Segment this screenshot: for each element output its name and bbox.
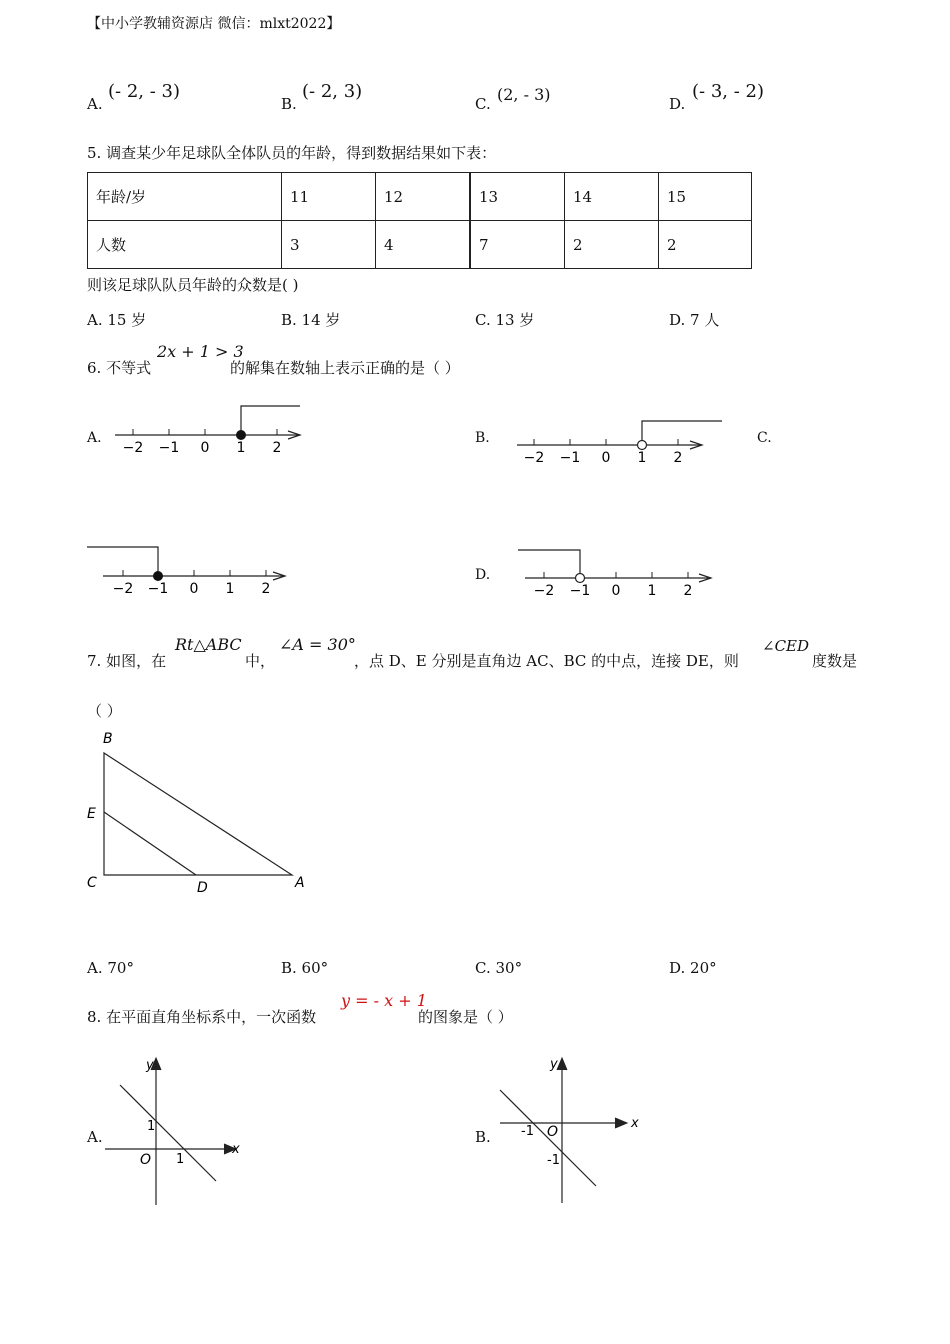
q7-stem-part3: ，点 D、E 分别是直角边 AC、BC 的中点，连接 DE，则 — [354, 652, 739, 670]
header-watermark: 【中小学教辅资源店 微信：mlxt2022】 — [87, 16, 341, 32]
tick-label: −2 — [112, 581, 134, 597]
q7-angle-ced: ∠CED — [762, 637, 810, 655]
q5-option-b: B. 14 岁 — [281, 311, 341, 329]
table-cell: 人数 — [88, 221, 282, 269]
q4-option-b-math: (- 2, 3) — [302, 81, 363, 102]
x-intercept-label: 1 — [176, 1152, 185, 1167]
q4-option-a-math: (- 2, - 3) — [108, 81, 180, 102]
point-d-label: D — [197, 880, 208, 896]
tick-label: 1 — [647, 583, 657, 599]
table-cell: 15 — [659, 173, 752, 221]
q7-option-b: B. 60° — [281, 959, 329, 977]
number-line-d — [515, 540, 725, 600]
q6-inequality: 2x + 1 > 3 — [157, 342, 244, 361]
tick-label: 0 — [200, 440, 210, 456]
tick-label: 1 — [225, 581, 235, 597]
q7-stem-part4: 度数是 — [812, 652, 858, 670]
number-line-a — [110, 400, 310, 460]
tick-label: −2 — [533, 583, 555, 599]
q8-stem-part1: 8. 在平面直角坐标系中，一次函数 — [87, 1008, 317, 1026]
table-cell: 7 — [470, 221, 565, 269]
tick-label: −2 — [523, 450, 545, 466]
q6-stem-suffix: 的解集在数轴上表示正确的是（ ） — [230, 359, 460, 377]
q4-option-a-label: A. — [87, 95, 103, 113]
q8-stem-part2: 的图象是（ ） — [418, 1008, 513, 1026]
table-cell: 3 — [282, 221, 376, 269]
x-axis-label: x — [232, 1142, 240, 1157]
q7-stem-part1: 7. 如图，在 — [87, 652, 167, 670]
table-row — [88, 173, 752, 221]
q8-function: y = - x + 1 — [341, 991, 427, 1010]
vertex-c-label: C — [87, 875, 97, 891]
number-line-b — [512, 415, 732, 475]
q8-option-a-label: A. — [87, 1128, 103, 1146]
tick-label: 2 — [673, 450, 683, 466]
y-intercept-label: 1 — [147, 1119, 156, 1134]
table-cell: 12 — [376, 173, 471, 221]
q6-option-c-label: C. — [757, 430, 772, 446]
q4-option-c-label: C. — [475, 95, 491, 113]
y-intercept-label: -1 — [547, 1153, 560, 1168]
y-axis-label: y — [146, 1058, 154, 1073]
q8-option-b-label: B. — [475, 1128, 491, 1146]
q4-option-d-math: (- 3, - 2) — [692, 81, 764, 102]
x-axis-label: x — [631, 1116, 639, 1131]
q6-option-a-label: A. — [87, 430, 102, 446]
table-cell: 14 — [565, 173, 659, 221]
q7-option-a: A. 70° — [87, 959, 134, 977]
q5-option-d: D. 7 人 — [669, 311, 720, 329]
tick-label: 2 — [272, 440, 282, 456]
tick-label: 0 — [611, 583, 621, 599]
tick-label: −1 — [158, 440, 180, 456]
tick-label: −2 — [122, 440, 144, 456]
number-line-c — [85, 540, 295, 600]
q6-stem-prefix: 6. 不等式 — [87, 359, 152, 377]
vertex-b-label: B — [103, 731, 113, 747]
triangle-figure — [80, 725, 320, 900]
table-cell: 13 — [470, 173, 565, 221]
tick-label: 1 — [236, 440, 246, 456]
q7-option-c: C. 30° — [475, 959, 523, 977]
tick-label: −1 — [569, 583, 591, 599]
graph-b — [490, 1050, 650, 1210]
tick-label: −1 — [559, 450, 581, 466]
q5-question: 则该足球队队员年龄的众数是( ) — [87, 276, 299, 294]
q6-option-b-label: B. — [475, 430, 490, 446]
y-axis-label: y — [550, 1057, 558, 1072]
tick-label: 2 — [261, 581, 271, 597]
age-table — [87, 172, 752, 269]
q5-stem: 5. 调查某少年足球队全体队员的年龄，得到数据结果如下表： — [87, 144, 497, 162]
table-cell: 2 — [565, 221, 659, 269]
vertex-a-label: A — [295, 875, 305, 891]
table-cell: 年龄/岁 — [88, 173, 282, 221]
table-cell: 2 — [659, 221, 752, 269]
origin-label: O — [547, 1124, 559, 1140]
tick-label: −1 — [147, 581, 169, 597]
tick-label: 0 — [189, 581, 199, 597]
origin-label: O — [140, 1152, 152, 1168]
q4-option-b-label: B. — [281, 95, 297, 113]
table-cell: 4 — [376, 221, 471, 269]
q6-option-d-label: D. — [475, 567, 491, 583]
graph-a — [100, 1050, 250, 1215]
point-e-label: E — [87, 806, 96, 822]
q7-option-d: D. 20° — [669, 959, 717, 977]
tick-label: 2 — [683, 583, 693, 599]
q7-answer-paren: （ ） — [87, 702, 122, 720]
table-cell: 11 — [282, 173, 376, 221]
q7-triangle: Rt△ABC — [175, 635, 242, 654]
q4-option-d-label: D. — [669, 95, 686, 113]
x-intercept-label: -1 — [521, 1124, 534, 1139]
tick-label: 1 — [637, 450, 647, 466]
q5-option-c: C. 13 岁 — [475, 311, 535, 329]
q7-stem-part2: 中， — [245, 652, 276, 670]
q7-angle-a: ∠A = 30° — [279, 635, 356, 654]
table-row — [88, 221, 752, 269]
q5-option-a: A. 15 岁 — [87, 311, 147, 329]
tick-label: 0 — [601, 450, 611, 466]
q4-option-c-math: (2, - 3) — [497, 85, 551, 104]
